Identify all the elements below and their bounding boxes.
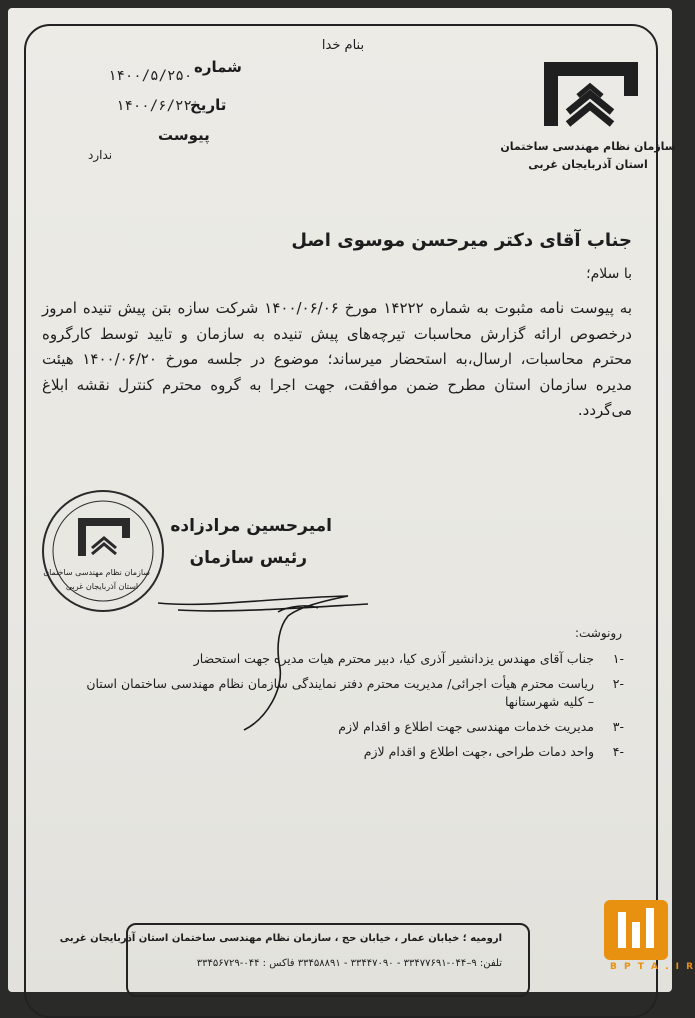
cc-item-text: جناب آقای مهندس یزدانشیر آذری کیا، دبیر محترم هیات مدیره جهت استحضار [193, 651, 594, 666]
cc-item [84, 675, 624, 711]
cc-item-number: -۳ [612, 719, 624, 734]
watermark-icon [604, 900, 668, 960]
cc-item-number: -۱ [612, 651, 624, 666]
cc-item-text: مدیریت خدمات مهندسی جهت اطلاع و اقدام لازم [338, 719, 594, 734]
signatory-title: رئیس سازمان [189, 548, 307, 568]
date-label: تاریخ [190, 96, 227, 114]
site-watermark-logo [604, 900, 668, 960]
footer-phones: تلفن: ۹–۰۴۴-۳۳۴۷۷۶۹۱ - ۳۳۴۴۷۰۹۰ - ۳۳۴۵۸۸۹۱ فاکس : ۰۴۴-۳۳۴۵۶۷۲۹ [196, 958, 502, 969]
addressee: جناب آقای دکتر میرحسن موسوی اصل [291, 230, 632, 251]
footer-address: ارومیه ؛ خیابان عمار ، خیابان حج ، سازمان نظام مهندسی ساختمان استان آذربایجان غربی [59, 933, 502, 944]
greeting: با سلام؛ [586, 266, 632, 282]
cc-item [84, 743, 624, 761]
attachment-label: پیوست [158, 126, 210, 144]
number-value: ۱۴۰۰/۵/۲۵۰ [108, 68, 193, 84]
cc-item-number: -۲ [612, 676, 624, 691]
org-province: استان آذربایجان غربی [528, 158, 648, 171]
seal-text-1: سازمان نظام مهندسی ساختمان [43, 568, 150, 577]
signatory-name: امیرحسین مرادزاده [170, 516, 332, 536]
cc-list [84, 650, 624, 768]
date-value: ۱۴۰۰/۶/۲۲ [116, 98, 192, 114]
letter-page [8, 8, 676, 992]
cc-item [84, 650, 624, 668]
seal-text-2: استان آذربایجان غربی [65, 582, 139, 591]
cc-item-text: واحد دمات طراحی ،جهت اطلاع و اقدام لازم [363, 744, 594, 759]
organization-logo [538, 56, 648, 136]
letter-body: به پیوست نامه مثبوت به شماره ۱۴۲۲۲ مورخ ۱۴۰۰/۰۶/۰۶ شرکت سازه بتن پیش تنیده امروز درخصوص ارائه گزارش محاسبات تیرچه‌های پیش تنیده به سازمان و تایید توسط کارگروه محترم محاسبات، ارسال،به استحضار میرساند؛ موضوع در جلسه مورخ ۱۴۰۰/۰۶/۲۰ هیئت مدیره سازمان استان مطرح ضمن موافقت، جهت اجرا به گروه محترم کنترل نقشه ابلاغ می‌گردد. [42, 299, 632, 419]
number-label: شماره [194, 58, 242, 76]
cc-heading: رونوشت: [574, 626, 622, 640]
cc-item [84, 718, 624, 736]
cc-item-number: -۴ [612, 744, 624, 759]
watermark-text: B P T A . I R [610, 962, 695, 972]
org-name: سازمان نظام مهندسی ساختمان [500, 140, 676, 153]
bismillah: بنام خدا [321, 38, 365, 53]
cc-item-text: ریاست محترم هیأت اجرائی/ مدیریت محترم دفتر نمایندگی سازمان نظام مهندسی ساختمان استان – کلیه شهرستانها [86, 676, 594, 709]
attachment-value: ندارد [88, 148, 113, 162]
